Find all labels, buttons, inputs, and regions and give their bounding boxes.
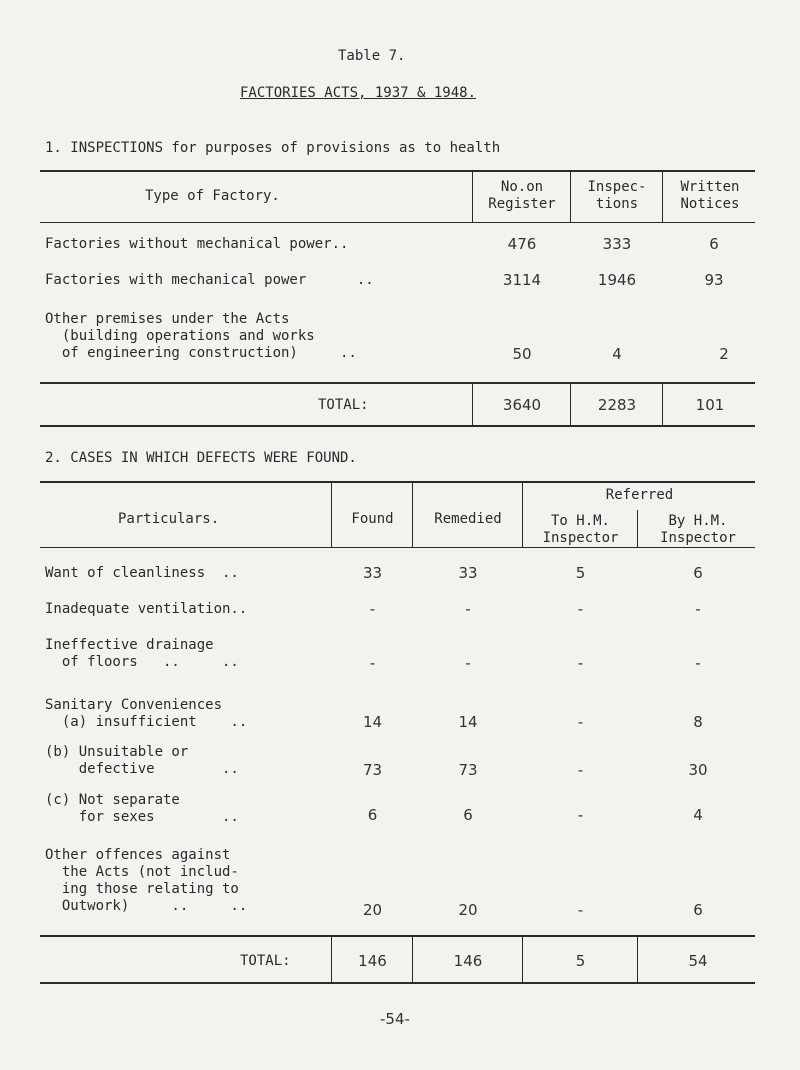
s2-row-found: 20 [362,901,383,919]
s1-col-notices: Written Notices [680,179,740,212]
s1-vrule [472,170,473,223]
s2-row-found: 73 [362,761,383,779]
s2-row-remedied: 6 [463,806,473,824]
s2-row-to: - [577,600,584,618]
page-number: -54- [380,1010,410,1028]
s1-vrule [662,170,663,223]
s2-row-by: - [695,600,701,618]
s2-col-particulars: Particulars. [118,511,220,527]
s2-body-rule [40,935,755,937]
s2-row-to: 5 [575,564,586,582]
s1-row-label: Other premises under the Acts (building operations and works of engineering construction) .. [45,311,357,361]
s2-row-remedied: 73 [458,761,478,779]
s1-col-type: Type of Factory. [145,188,280,204]
s2-total-found: 146 [358,952,387,970]
s2-row-label: Sanitary Conveniences (a) insufficient .. [45,697,248,730]
s1-vrule [570,170,571,223]
s1-vrule [472,383,473,425]
s1-row-notices: 6 [709,235,719,253]
s1-row-inspections: 4 [612,345,622,363]
s1-row-label: Factories without mechanical power.. [45,236,349,252]
s2-row-by: - [695,654,701,672]
s2-top-rule [40,481,755,483]
s1-row-inspections: 333 [602,235,632,253]
s2-vrule [331,936,332,982]
s2-row-label: (c) Not separate for sexes .. [45,792,239,825]
s2-row-to: - [577,901,584,919]
s1-total-register: 3640 [502,396,542,414]
s2-vrule [522,481,523,548]
s2-col-remedied: Remedied [434,511,502,527]
s2-row-found: - [369,600,376,618]
acts-title: FACTORIES ACTS, 1937 & 1948. [240,85,477,101]
s1-row-inspections: 1946 [597,271,637,289]
s2-vrule [522,936,523,982]
s2-row-found: - [369,654,376,672]
s2-row-by: 30 [688,761,708,779]
s1-row-notices: 2 [719,345,729,363]
s2-total-remedied: 146 [453,952,483,970]
s1-vrule [662,383,663,425]
s1-total-label: TOTAL: [318,397,369,413]
s2-col-by-hm: By H.M. Inspector [660,513,736,546]
s2-col-referred: Referred [605,487,674,503]
s2-total-to: 5 [575,952,586,970]
s2-row-by: 6 [693,564,703,582]
s2-row-label: Ineffective drainage of floors .. .. [45,637,239,670]
s2-row-label: Want of cleanliness .. [45,565,239,581]
s2-row-remedied: 14 [458,713,478,731]
s2-row-to: - [577,761,584,779]
s2-row-label: Inadequate ventilation.. [45,601,248,617]
s2-vrule [331,481,332,548]
s2-total-label: TOTAL: [240,953,291,969]
s1-bottom-rule [40,425,755,427]
s2-total-by: 54 [688,952,708,970]
s1-row-register: 476 [507,235,537,253]
s1-col-inspections: Inspec- tions [587,179,647,212]
s2-row-remedied: 20 [458,901,478,919]
s2-row-remedied: - [465,654,471,672]
section1-title: 1. INSPECTIONS for purposes of provisions as to health [45,140,501,156]
s1-row-notices: 93 [704,271,724,289]
s2-row-found: 33 [362,564,383,582]
s2-bottom-rule [40,982,755,984]
s2-row-by: 6 [693,901,703,919]
s2-vrule [412,481,413,548]
s1-vrule [570,383,571,425]
s1-header-rule [40,222,755,223]
s2-header-rule [40,547,755,548]
s2-col-found: Found [351,511,394,527]
s1-top-rule [40,170,755,172]
s1-total-inspections: 2283 [597,396,637,414]
s2-row-label: (b) Unsuitable or defective .. [45,744,239,777]
s2-row-found: 6 [367,806,378,824]
s2-row-to: - [577,713,584,731]
s2-col-to-hm: To H.M. Inspector [542,513,619,546]
s1-body-rule [40,382,755,384]
s2-row-by: 8 [693,713,703,731]
s2-row-label: Other offences against the Acts (not includ- ing those relating to Outwork) .. .. [45,847,248,914]
s1-row-register: 50 [512,345,532,363]
s2-row-found: 14 [362,713,383,731]
s2-row-remedied: - [465,600,471,618]
s1-col-register: No.on Register [488,179,556,212]
s2-row-remedied: 33 [458,564,478,582]
s1-row-register: 3114 [502,271,542,289]
s2-row-to: - [577,654,584,672]
table-label: Table 7. [338,48,406,64]
s2-vrule [637,510,638,548]
section2-title: 2. CASES IN WHICH DEFECTS WERE FOUND. [45,450,357,466]
s2-vrule [412,936,413,982]
s2-vrule [637,936,638,982]
s2-row-to: - [577,806,584,824]
s1-total-notices: 101 [695,396,725,414]
s2-row-by: 4 [693,806,703,824]
s1-row-label: Factories with mechanical power .. [45,272,374,288]
